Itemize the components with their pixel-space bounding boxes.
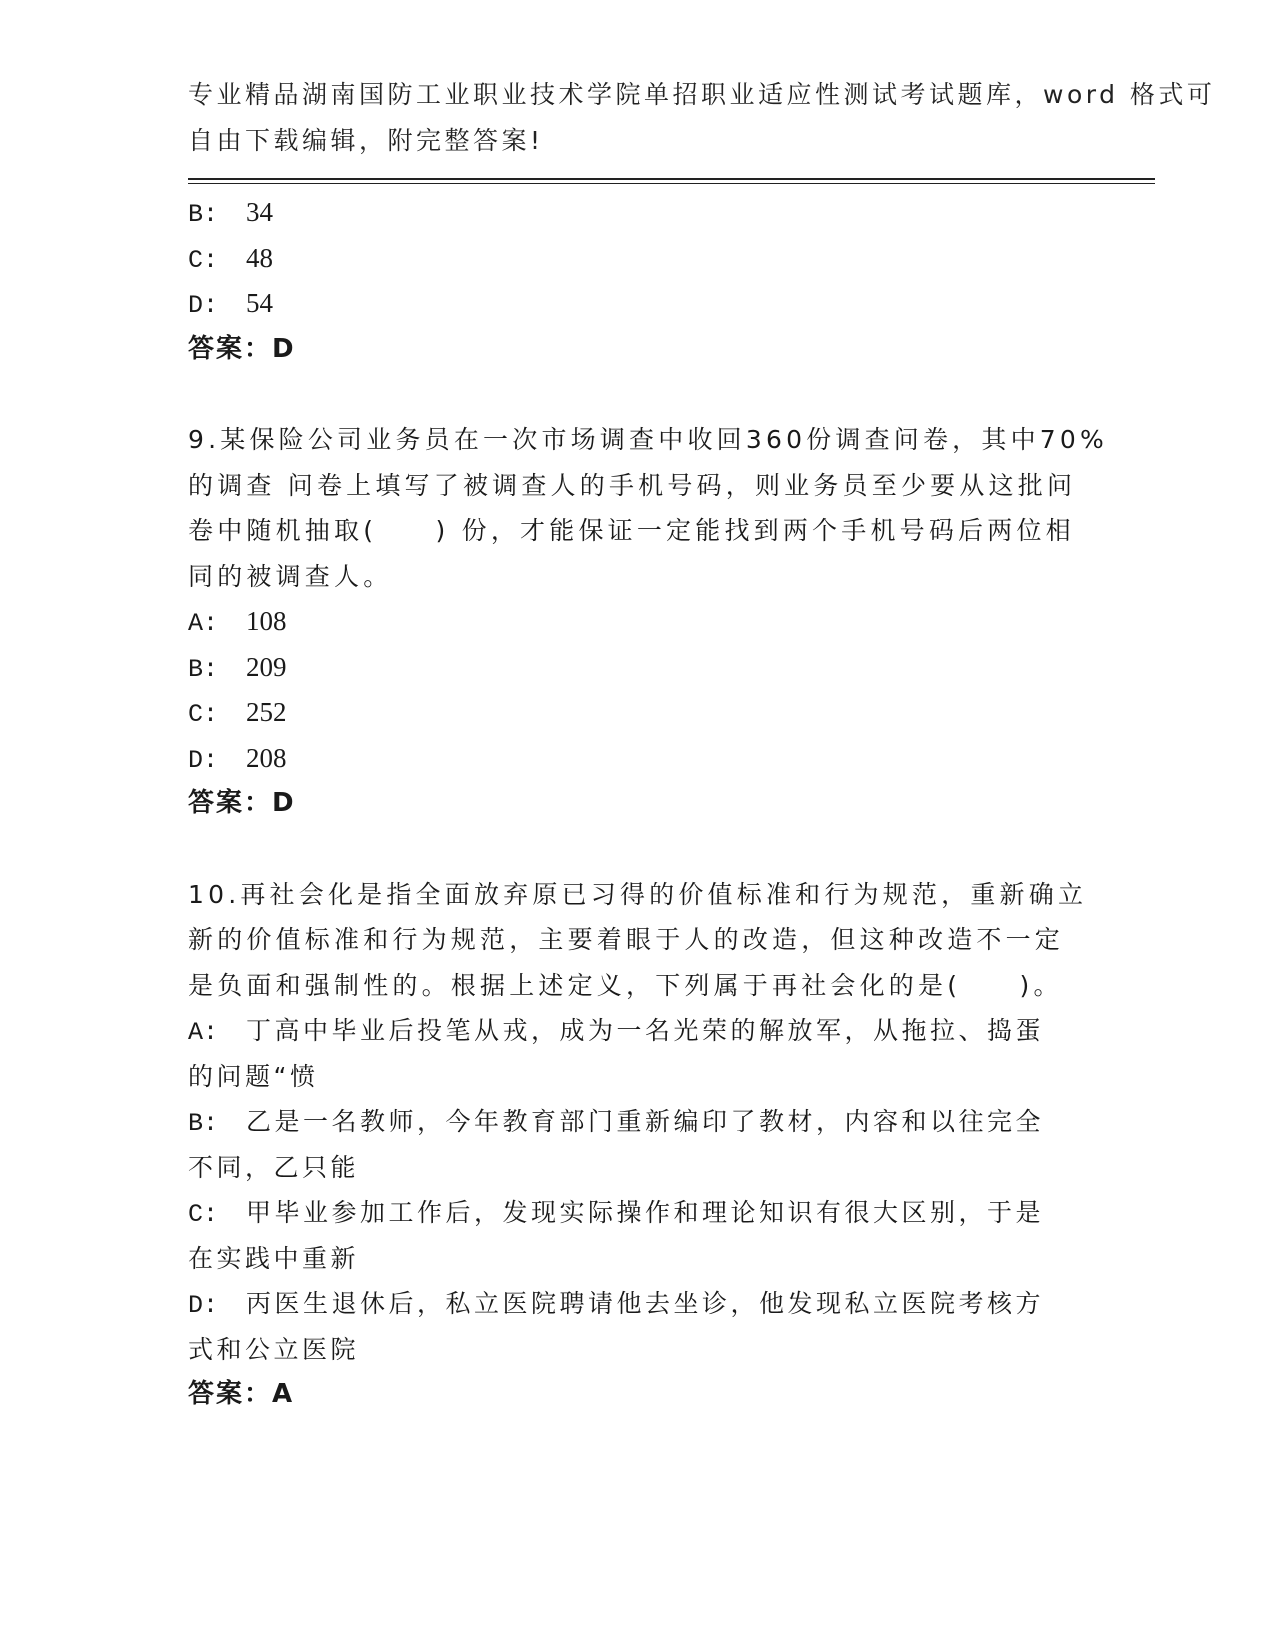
option-d-continued: 式和公立医院: [188, 1334, 360, 1364]
answer-line: 答案：A: [188, 1379, 295, 1409]
option-value: 209: [246, 651, 287, 682]
header-divider-thin: [188, 183, 1155, 184]
option-letter: B:: [188, 1109, 219, 1138]
option-letter: A:: [188, 609, 219, 638]
option-value: 252: [246, 697, 287, 727]
option-letter: D:: [188, 1291, 219, 1320]
option-value: 54: [246, 288, 273, 318]
option-a-continued: 的问题“愤: [188, 1061, 319, 1091]
question-text: [188, 872, 1088, 1009]
question-line: 9.某保险公司业务员在一次市场调查中收回360份调查问卷，其中70%: [188, 425, 1108, 454]
option-d: [188, 736, 1088, 782]
option-d: [188, 1281, 1088, 1327]
question-line: 是负面和强制性的。根据上述定义，下列属于再社会化的是( )。: [188, 970, 1063, 1000]
option-d: [188, 281, 1088, 327]
option-value: 34: [246, 197, 273, 227]
option-c: [188, 236, 1088, 282]
question-line: 卷中随机抽取( ) 份，才能保证一定能找到两个手机号码后两位相: [188, 516, 1075, 545]
answer-line: 答案：D: [188, 788, 296, 818]
header-line-1: 专业精品湖南国防工业职业技术学院单招职业适应性测试考试题库，word 格式可: [188, 80, 1216, 109]
option-letter: B:: [188, 654, 219, 684]
question-9: [188, 417, 1108, 827]
option-letter: C:: [188, 700, 219, 729]
question-line: 的调查 问卷上填写了被调查人的手机号码，则业务员至少要从这批问: [188, 470, 1077, 500]
option-b: [188, 645, 1088, 691]
option-text: 乙是一名教师，今年教育部门重新编印了教材，内容和以往完全: [246, 1107, 1045, 1136]
question-line: 同的被调查人。: [188, 561, 393, 591]
option-text: 丁高中毕业后投笔从戎，成为一名光荣的解放军，从拖拉、捣蛋: [246, 1016, 1045, 1045]
option-c: [188, 690, 1088, 736]
option-b-continued: 不同，乙只能: [188, 1152, 360, 1182]
option-letter: D:: [188, 291, 219, 320]
option-letter: C:: [188, 1200, 219, 1229]
option-c-continued: 在实践中重新: [188, 1243, 360, 1273]
option-b: [188, 190, 1088, 236]
option-text: 丙医生退休后，私立医院聘请他去坐诊，他发现私立医院考核方: [246, 1289, 1045, 1318]
option-letter: D:: [188, 745, 219, 775]
option-letter: C:: [188, 245, 219, 275]
prev-question: [188, 190, 1088, 372]
spacer: [188, 827, 1088, 872]
header-line-2: 自由下载编辑，附完整答案!: [188, 125, 544, 155]
document-header: [188, 72, 1216, 163]
document-body: [188, 190, 1108, 1418]
option-c: [188, 1190, 1088, 1236]
question-text: [188, 417, 1108, 599]
header-divider-thick: [188, 178, 1155, 180]
option-b: [188, 1099, 1088, 1145]
option-value: 208: [246, 742, 287, 773]
question-line: 10.再社会化是指全面放弃原已习得的价值标准和行为规范，重新确立: [188, 879, 1088, 909]
question-10: [188, 872, 1088, 1418]
option-letter: A:: [188, 1018, 219, 1047]
option-value: 108: [246, 606, 287, 636]
answer-line: 答案：D: [188, 333, 296, 364]
question-line: 新的价值标准和行为规范，主要着眼于人的改造，但这种改造不一定: [188, 925, 1065, 954]
option-letter: B:: [188, 200, 219, 229]
option-text: 甲毕业参加工作后，发现实际操作和理论知识有很大区别，于是: [246, 1198, 1045, 1227]
option-a: [188, 1008, 1088, 1054]
option-value: 48: [246, 242, 273, 273]
spacer: [188, 372, 1088, 417]
option-a: [188, 599, 1088, 645]
